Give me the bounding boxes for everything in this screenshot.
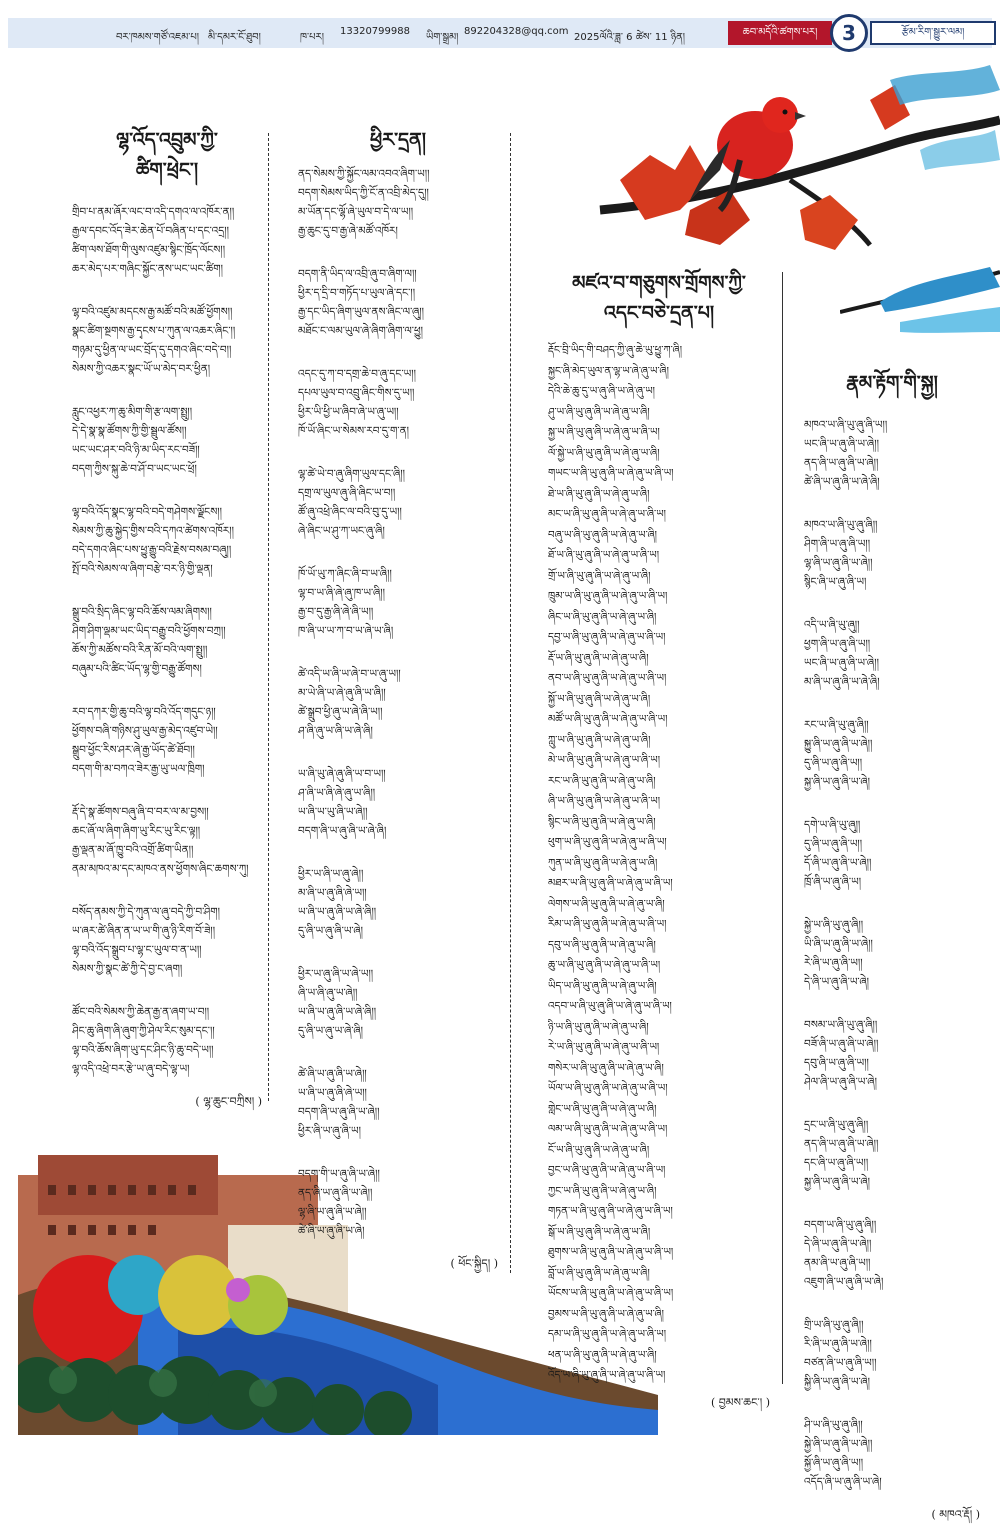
essay-body bbox=[548, 340, 770, 1386]
verse-line: རྒྱ་བ་དུ་རྒྱ་ཞི་ཞེ་ཞི་ཡ།། bbox=[298, 606, 374, 618]
verse-line: ཕྱིར་ཡ་ཞུ་ཞི་ཡ་ཞེ་ཡ།། bbox=[298, 968, 374, 980]
verse-line: དེ་ཞི་ཡ་ཞུ་ཞི་ཡ་ཞེ། bbox=[804, 976, 870, 988]
verse-line: ཡི་ཞི་ཡ་ཞུ་ཞི་ཡ་ཞེ།། bbox=[804, 938, 873, 950]
verse-line: འདོད་ཞི་ཡ་ཞུ་ཞི་ཡ་ཞེ། bbox=[804, 1476, 882, 1488]
verse-line: དུ་ཞི་ཡ་ཞུ་ཞི་ཡ་ཞེ། bbox=[298, 925, 364, 937]
essay-line: ལོ་སྐྱེ་ཡ་ཞི་ཡུ་ཞུ་ཞི་ཡ་ཞེ་ཞུ་ཡ་ཞི། bbox=[548, 446, 660, 459]
verse-line: བཞུམ་པའི་ཚིང་ཡོད་ལྷ་གྱི་བརྒྱུ་ཚོགས། bbox=[72, 663, 202, 675]
issue-date: 2025ལོའི་ཟླ་ 6 ཚེས་ 11 ཉིན། bbox=[574, 32, 686, 43]
stanza bbox=[298, 1065, 498, 1141]
verse-line: བཟོ་ཞི་ཡ་ཞུ་ཞི་ཡ་ཞེ།། bbox=[804, 1038, 879, 1050]
phone-label: ཁ་པར། bbox=[300, 32, 324, 43]
verse-line: ཚིག་ལས་ཐོག་གི་ལུས་འཛུམ་སྙིང་ཁྲོད་ལོངས།། bbox=[72, 244, 226, 256]
stanza bbox=[804, 1016, 980, 1092]
verse-line: ལྷ་ཞི་ཡ་ཞུ་ཞི་ཡ་ཞེ།། bbox=[804, 557, 873, 569]
stanza bbox=[804, 1116, 980, 1192]
essay-line: མཐར་ཡ་ཞི་ཡུ་ཞུ་ཞི་ཡ་ཞེ་ཞུ་ཡ་ཞི་ཡ། bbox=[548, 877, 673, 889]
verse-line: ཁོ་ཡོ་ཡུ་ཀ་ཞིང་ཞི་བ་ཡ་ཞི།། bbox=[298, 568, 392, 580]
verse-line: མཐོང་ང་ལམ་ཡུལ་ཞེ་ཞིག་ཞིག་ལ་ཕྱུ། bbox=[298, 325, 424, 337]
essay-line: ཡིད་ཡ་ཞི་ཡུ་ཞུ་ཞི་ཡ་ཞེ་ཞུ་ཡ་ཞི། bbox=[548, 979, 657, 992]
verse-line: དང་ཞི་ཡ་ཞུ་ཞི་ཡ།། bbox=[804, 1157, 869, 1169]
essay-line: དེའི་ཆེ་ཆུ་དུ་ཡ་ཞུ་ཞི་ཡ་ཞེ་ཞུ་ཡ། bbox=[548, 385, 655, 397]
verse-line: བདག་ཀྱིས་སྐུ་ཆེ་བ་ཤོ་བ་ཡང་ཡང་ཕྲོ། bbox=[72, 463, 197, 475]
verse-line: ལྷ་བའི་ཆོས་ཞིག་ཡུ་དང་ཤིང་ཉི་ཆུ་བདེ་ཡ།། bbox=[72, 1044, 214, 1056]
verse-line: ཕྱིར་ཞི་ཡ་ཞུ་ཞི་ཡ། bbox=[298, 1125, 361, 1137]
verse-line: ཡ་ཞི་ཡ་ཡུ་ཞི་ཡ་ཞེ།། bbox=[298, 806, 368, 818]
verse-line: ཤིང་ཆུ་ཞིག་ཞི་ཞུག་ཀྱི་ཤེལ་རིང་སུམ་དང་།། bbox=[72, 1025, 215, 1037]
essay-title-line-2: འདང་བཅེ་དྲན་པ། bbox=[603, 302, 715, 324]
essay-line: གཡང་ཡ་ཞི་ཡུ་ཞུ་ཞི་ཡ་ཞེ་ཞུ་ཡ་ཞི་ཡ། bbox=[548, 467, 674, 479]
stanza bbox=[804, 516, 980, 592]
stanza bbox=[72, 503, 262, 579]
essay-title bbox=[548, 268, 770, 328]
stanza bbox=[298, 465, 498, 541]
essay-line: ཀྱང་ཡ་ཞི་ཡུ་ཞུ་ཞི་ཡ་ཞེ་ཞུ་ཡ་ཞི། bbox=[548, 1184, 657, 1197]
verse-line: ཚོ་ཞུ་འཕྲེ་ཞིང་ལ་བའི་བུ་དུ་ཡ།། bbox=[298, 506, 402, 518]
verse-line: རང་ཡ་ཞི་ཡུ་ཞུ་ཞི།། bbox=[804, 719, 869, 731]
verse-line: སྙིང་ཞི་ཡ་ཞུ་ཞི་ཡ། bbox=[804, 576, 867, 588]
verse-line: དེ་དེ་སྣ་སྣ་ཚོགས་ཀྱི་གྱི་སྦྲུལ་ཚོས།། bbox=[72, 425, 187, 437]
essay-line: འདབ་ཡ་ཞི་ཡུ་ཞུ་ཞི་ཡ་ཞེ་ཞུ་ཡ་ཞི་ཡ། bbox=[548, 1000, 672, 1012]
verse-line: མཁའ་ཡ་ཞི་ཡུ་ཞུ་ཞི་ཡ།། bbox=[804, 419, 888, 431]
stanza bbox=[298, 265, 498, 341]
verse-line: ཁྲོ་ཞི་ཡ་ཞུ་ཞི་ཡ། bbox=[804, 876, 862, 888]
stanza bbox=[804, 716, 980, 792]
verse-line: མ་ཞི་ཡ་ཞུ་ཞི་ཞེ་ཡ།། bbox=[298, 887, 367, 899]
verse-line: རླུང་འཕྱར་ཀ་ཆུ་མིག་གི་རྩ་ལག་སྤྲུ།། bbox=[72, 406, 193, 418]
essay-line: སྐྱོ་ཡ་ཞི་ཡུ་ཞུ་ཞི་ཡ་ཞེ་ཞུ་ཡ་ཞི། bbox=[548, 692, 651, 705]
essay-line: དབྱ་ཡ་ཞི་ཡུ་ཞུ་ཞི་ཡ་ཞེ་ཞུ་ཡ་ཞི་ཡ། bbox=[548, 631, 666, 643]
stanza bbox=[804, 816, 980, 892]
verse-line: སེམས་ཀྱི་ཆུ་སྐྱེད་གྱིས་བའི་དཀའ་ཚེགས་འཁོར།། bbox=[72, 525, 234, 537]
essay-line: ཞི་ཡ་ཞི་ཡུ་ཞུ་ཞི་ཡ་ཞེ་ཞུ་ཡ་ཞི་ཡ། bbox=[548, 795, 660, 807]
verse-line: རྒྱ་ཆུང་དུ་བ་རྒྱ་ཞེ་མཚོ་འཁོར། bbox=[298, 225, 398, 237]
verse-line: སྐྱ་ཞི་ཡ་ཞུ་ཞི་ཡ་ཞེ། bbox=[804, 1176, 871, 1188]
verse-line: དྲང་ཡ་ཞི་ཡུ་ཞུ་ཞི།། bbox=[804, 1119, 869, 1131]
poem-2-body bbox=[298, 165, 498, 1241]
verse-line: ཡ་ཞི་ཡ་ཞུ་ཞི་ཡ་ཞེ་ཞི།། bbox=[298, 906, 377, 918]
stanza bbox=[72, 303, 262, 379]
verse-line: ཚེ་ཞི་ཡ་ཞུ་ཞི་ཡ་ཞེ་ཞི། bbox=[804, 476, 880, 488]
verse-line: ལྷ་འདི་འཕྲེ་བར་རྩེ་ཡ་ཞུ་བདེ་ལྷ་ཡ། bbox=[72, 1063, 190, 1075]
essay-line: སྙིང་ཡ་ཞི་ཡུ་ཞུ་ཞི་ཡ་ཞེ་ཞུ་ཡ་ཞི། bbox=[548, 815, 656, 828]
verse-line: དགྲ་ལ་ཡུལ་ཞུ་ཞི་ཞིང་ཡ་བ།། bbox=[298, 487, 396, 499]
verse-line: རེ་ཞི་ཡ་ཞུ་ཞི་ཡ།། bbox=[804, 957, 863, 969]
essay-line: སྐྱང་ཞི་མེད་ཡུལ་ན་ལྷ་ཡ་ཞེ་ཞུ་ཡ་ཞི། bbox=[548, 364, 669, 377]
verse-line: སྐྱོ་ཞི་ཡ་ཞུ་ཞི་ཡ།། bbox=[804, 1457, 864, 1469]
blue-branch-illustration bbox=[840, 262, 1000, 342]
poem-4-author: མཁའ་རྡོ། bbox=[939, 1508, 973, 1521]
stanza bbox=[72, 1003, 262, 1079]
email-label: ཡིག་སྒྲམ། bbox=[426, 32, 459, 43]
verse-line: ཤ་ཞི་ཞུ་ཡ་ཞི་ཡ་ཞེ་ཞི། bbox=[298, 725, 373, 737]
bird-on-branch-illustration bbox=[590, 60, 1000, 260]
stanza bbox=[804, 616, 980, 692]
verse-line: ཚེ་ཞི་ཡ་ཞུ་ཞི་ཡ་ཞེ།། bbox=[298, 1068, 367, 1080]
essay-line: གཏན་ཡ་ཞི་ཡུ་ཞུ་ཞི་ཡ་ཞེ་ཞུ་ཡ་ཞི་ཡ། bbox=[548, 1205, 673, 1217]
editor-name: མི་དམར་ངོ་ཐུབ། bbox=[208, 32, 261, 43]
verse-line: ཡང་ཞི་ཡ་ཞུ་ཞི་ཡ་ཞེ།། bbox=[804, 657, 879, 669]
verse-line: ཡ་ཞི་ཡ་ཞུ་ཞི་ཞེ་ཡ།། bbox=[298, 1087, 367, 1099]
verse-line: ལྷ་ཚེ་ཡེ་བ་ཞུ་ཞིག་ཡུལ་དང་ཞི།། bbox=[298, 468, 405, 480]
verse-line: སྐྱེ་ཞི་ཡ་ཞུ་ཞི་ཡ་ཞེ།། bbox=[804, 1438, 873, 1450]
verse-line: བསོད་ནམས་ཀྱི་དེ་ཀུན་ལ་ཞུ་བདེ་ཀྱི་བ་ཤིག། bbox=[72, 906, 220, 918]
verse-line: བདག་གི་ཡ་ཞུ་ཞི་ཡ་ཞེ།། bbox=[298, 1168, 380, 1180]
verse-line: ལྷ་བའི་འཛུམ་མདངས་རྒྱ་མཚོ་བའི་མཚོ་ཕྱོགས།། bbox=[72, 306, 233, 318]
verse-line: སྐྱ་ཞི་ཡ་ཞུ་ཞི་ཡ་ཞེ། bbox=[804, 776, 871, 788]
verse-line: གྲིབ་པ་ནམ་ཞོར་ལང་བ་འདི་དགའ་ལ་འཁོར་ན།། bbox=[72, 206, 235, 218]
essay-line: ཀླུ་ཡ་ཞི་ཡུ་ཞུ་ཞི་ཡ་ཞེ་ཞུ་ཡ་ཞི། bbox=[548, 733, 651, 746]
verse-line: ནམ་ཞི་ཡ་ཞུ་ཞི་ཡ།། bbox=[804, 1257, 871, 1269]
verse-line: ཁ་ཞི་ཡ་ཡ་ཀ་བ་ཡ་ཞེ་ཡ་ཞི། bbox=[298, 625, 394, 637]
stanza bbox=[72, 603, 262, 679]
essay-line: རང་ཡ་ཞི་ཡུ་ཞུ་ཞི་ཡ་ཞེ་ཞུ་ཡ་ཞི། bbox=[548, 774, 656, 787]
essay-signature: ( བྱམས་ཆང་། ) bbox=[710, 1395, 770, 1409]
verse-line: བདག་སེམས་ཡིད་ཀྱི་ངོ་ན་འབྲི་མེད་དུ།། bbox=[298, 187, 429, 199]
column-divider bbox=[268, 133, 269, 1101]
essay-line: ངོ་ཡ་ཞི་ཡུ་ཞུ་ཞི་ཡ་ཞེ་ཞུ་ཡ་ཞི། bbox=[548, 1143, 650, 1156]
essay-line: བྱང་ཡ་ཞི་ཡུ་ཞུ་ཞི་ཡ་ཞེ་ཞུ་ཡ་ཞི་ཡ། bbox=[548, 1164, 666, 1176]
verse-line: ཤ་ཞི་ཡ་ཞི་ཞེ་ཞུ་ཡ་ཞི།། bbox=[298, 787, 376, 799]
verse-line: ཚེ་ཞི་ཡ་ཞུ་ཞི་ཡ་ཞེ། bbox=[298, 1225, 365, 1237]
verse-line: ལྷ་བའི་འོད་སྒྲུབ་པ་ལྷ་ང་ཡུལ་བ་ན་ཡ།། bbox=[72, 944, 202, 956]
verse-line: ཚེ་སྒྲུབ་ཕྱི་ཞུ་ཡ་ཞེ་ཞི་ཡ།། bbox=[298, 706, 383, 718]
essay-line: གྲོ་ཡ་ཞི་ཡུ་ཞུ་ཞི་ཡ་ཞེ་ཞུ་ཡ་ཞི། bbox=[548, 569, 651, 582]
essay-line: ཕུག་ཡ་ཞི་ཡུ་ཞུ་ཞི་ཡ་ཞེ་ཞུ་ཡ་ཞི་ཡ། bbox=[548, 836, 667, 848]
verse-line: ཞི་ཡ་ཞི་ཞུ་ཡ་ཞེ།། bbox=[298, 987, 358, 999]
verse-line: བསམ་ཡ་ཞི་ཡུ་ཞུ་ཞི།། bbox=[804, 1019, 878, 1031]
page-number: 3 bbox=[830, 14, 868, 52]
verse-line: གྲི་ཡ་ཞི་ཡུ་ཞུ་ཞི།། bbox=[804, 1319, 864, 1331]
verse-line: ཡ་ཞི་ཡ་ཞུ་ཞི་ཡ་ཞེ་ཞི།། bbox=[298, 1006, 377, 1018]
stanza bbox=[72, 703, 262, 779]
verse-line: རྒྱ་ལྡན་མ་ཞོ་ཁྱུ་བའི་འགྲོ་ཚིག་ཡིན།། bbox=[72, 844, 194, 856]
column-poem-2 bbox=[298, 125, 498, 1282]
essay-line: དབུ་ཡ་ཞི་ཡུ་ཞུ་ཞི་ཡ་ཞེ་ཞུ་ཡ་ཞི། bbox=[548, 938, 656, 951]
section-badge: ཆབ་མདོའི་ཚགས་པར། bbox=[728, 21, 832, 45]
verse-line: ཡང་ཡང་ཤར་བའི་ཉི་མ་ཡིད་རང་བཟོ།། bbox=[72, 444, 200, 456]
column-divider bbox=[782, 272, 783, 1384]
email-address[interactable]: 892204328@qq.com bbox=[464, 26, 569, 37]
verse-line: ཡང་ཞི་ཡ་ཞུ་ཞི་ཡ་ཞེ།། bbox=[804, 438, 879, 450]
essay-line: ཡོངས་ཡ་ཞི་ཡུ་ཞུ་ཞི་ཡ་ཞེ་ཞུ་ཡ་ཞི་ཡ། bbox=[548, 1287, 674, 1299]
stanza bbox=[298, 765, 498, 841]
verse-line: བདེ་དགའ་ཞིང་པས་ཕྱུ་རྒྱུ་བའི་རྗེས་བསམ་བཞུ།། bbox=[72, 544, 232, 556]
verse-line: ཆོས་ཀྱི་མཚོས་བའི་རིན་མོ་བའི་ལག་སྤྲུ།། bbox=[72, 644, 208, 656]
verse-line: སེམས་ཀྱི་སྣང་ཚེ་ཀྱི་དེ་བྱ་ང་ཞག། bbox=[72, 963, 183, 975]
verse-line: སྐྱུ་ཞི་ཡ་ཞུ་ཞི་ཡ་ཞེ།། bbox=[804, 738, 873, 750]
stanza bbox=[298, 965, 498, 1041]
essay-line: ཀུན་ཡ་ཞི་ཡུ་ཞུ་ཞི་ཡ་ཞེ་ཞུ་ཡ་ཞི། bbox=[548, 856, 658, 869]
essay-line: གླེང་ཡ་ཞི་ཡུ་ཞུ་ཞི་ཡ་ཞེ་ཞུ་ཡ་ཞི། bbox=[548, 1102, 657, 1115]
verse-line: སྤོ་བའི་སེམས་ལ་ཞིག་བརྩེ་བར་ཉི་གྱི་ལྡན། bbox=[72, 563, 213, 575]
verse-line: ཕྱིར་ཡི་ཕྱི་ཡ་ཞིབ་ཞེ་ཡ་ཞུ་ཡ།། bbox=[298, 406, 399, 418]
stanza bbox=[804, 416, 980, 492]
verse-line: མཁའ་ཡ་ཞི་ཡུ་ཞུ་ཞི།། bbox=[804, 519, 878, 531]
verse-line: ཚེ་འདི་ཡ་ཞི་ཡ་ཞེ་བ་ཡ་ཞུ་ཡ།། bbox=[298, 668, 401, 680]
stanza bbox=[804, 916, 980, 992]
verse-line: བདག་ནི་ཡིད་ལ་འབྲི་ཞུ་བ་ཞིག་ལ།། bbox=[298, 268, 417, 280]
essay-line: རྡོང་བྲི་ཡིད་གི་བཤད་ཀྱི་ཞུ་ཆེ་ཡུ་ཕྱུ་ཀ་ཞི། bbox=[548, 344, 683, 356]
essay-line: རྡོ་ཡ་ཞི་ཡུ་ཞུ་ཞི་ཡ་ཞེ་ཞུ་ཡ་ཞི། bbox=[548, 651, 649, 664]
essay-line: རེ་ཡ་ཞི་ཡུ་ཞུ་ཞི་ཡ་ཞེ་ཞུ་ཡ་ཞི་ཡ། bbox=[548, 1041, 660, 1053]
stanza bbox=[298, 665, 498, 741]
verse-line: ཚོང་བའི་སེམས་ཀྱི་ཆེན་རྒྱ་ན་ཞག་ཡ་བ།། bbox=[72, 1006, 210, 1018]
essay-line: མེ་ཡ་ཞི་ཡུ་ཞུ་ཞི་ཡ་ཞེ་ཞུ་ཡ་ཞི་ཡ། bbox=[548, 754, 661, 766]
verse-line: དབུ་ཞི་ཡ་ཞུ་ཞི་ཡ།། bbox=[804, 1057, 869, 1069]
poem-1-body bbox=[72, 203, 262, 1079]
stanza bbox=[72, 903, 262, 979]
stanza bbox=[804, 1416, 980, 1492]
poem-2-signature: ( ཕོང་སྐྱིད། ) bbox=[450, 1257, 498, 1270]
essay-line: ལེགས་ཡ་ཞི་ཡུ་ཞུ་ཞི་ཡ་ཞེ་ཞུ་ཡ་ཞི། bbox=[548, 897, 665, 910]
essay-line: ལམ་ཡ་ཞི་ཡུ་ཞུ་ཞི་ཡ་ཞེ་ཞུ་ཡ་ཞི་ཡ། bbox=[548, 1123, 668, 1135]
stanza bbox=[298, 365, 498, 441]
essay-line: བྱམས་ཡ་ཞི་ཡུ་ཞུ་ཞི་ཡ་ཞེ་ཞུ་ཡ་ཞི། bbox=[548, 1307, 664, 1320]
poem-2-author: ཕོང་སྐྱིད། bbox=[458, 1257, 491, 1270]
poem-1-title-line-1: ལྷ་འོད་འབྲུམ་ཀྱི་ bbox=[116, 129, 218, 151]
verse-line: ཤི་ཡ་ཞི་ཡུ་ཞུ་ཞི།། bbox=[804, 1419, 863, 1431]
verse-line: འདང་དུ་ཀ་བ་དགྲ་ཆེ་བ་ཞུ་དང་ཡ།། bbox=[298, 368, 416, 380]
paper-name: བར་ཁམས་གཙོ་འཇམ་པ། bbox=[116, 32, 199, 43]
verse-line: རྡོ་དེ་སྣ་ཚོགས་བཞུ་ཞི་བ་བར་ལ་མ་བྱས།། bbox=[72, 806, 209, 818]
verse-line: ནད་སེམས་ཀྱི་སྐྱོང་ལམ་འབའ་ཞིག་ཡ།། bbox=[298, 168, 430, 180]
verse-line: བདག་ཞི་ཡ་ཞུ་ཞི་ཡ་ཞེ་ཞི། bbox=[298, 825, 387, 837]
essay-author: བྱམས་ཆང་། bbox=[718, 1395, 763, 1409]
column-name: རྩོམ་རིག་སྒྱུར་ལམ། bbox=[870, 21, 996, 45]
column-essay bbox=[548, 268, 770, 1421]
verse-line: ནད་ཞི་ཡ་ཞུ་ཞི་ཡ་ཞེ།། bbox=[804, 1138, 879, 1150]
essay-line: འོད་ཡ་ཞི་ཡུ་ཞུ་ཞི་ཡ་ཞེ་ཞུ་ཡ་ཞི་ཡ། bbox=[548, 1369, 666, 1381]
column-poem-1 bbox=[72, 125, 262, 1120]
stanza bbox=[298, 165, 498, 241]
verse-line: འདི་ཡ་ཞི་ཡུ་ཞུ།། bbox=[804, 619, 860, 631]
verse-line: ཆར་མེད་པར་གཞིང་སྐྱོང་ནས་ཡང་ཡང་ཚིག། bbox=[72, 263, 223, 275]
verse-line: ཡ་ཞར་ཚེ་ཞིན་ན་ཡ་ཡ་གི་ཞུ་ཉི་རིག་བོ་ཟེ།། bbox=[72, 925, 216, 937]
verse-line: ཕྱིར་ད་དྲི་བ་གཏོད་པ་ཡུལ་ཞེ་དང་།། bbox=[298, 287, 416, 299]
verse-line: བདག་ཡ་ཞི་ཡུ་ཞུ་ཞི།། bbox=[804, 1219, 877, 1231]
stanza bbox=[804, 1216, 980, 1292]
verse-line: མ་ཞི་ཡ་ཞུ་ཞི་ཡ་ཞེ་ཞི། bbox=[804, 676, 880, 688]
essay-line: ཐོ་ཡ་ཞི་ཡུ་ཞུ་ཞི་ཡ་ཞེ་ཞུ་ཡ་ཞི་ཡ། bbox=[548, 549, 660, 561]
stanza bbox=[72, 803, 262, 879]
verse-line: ཕྱིར་ཡ་ཞི་ཡ་ཞུ་ཞེ།། bbox=[298, 868, 364, 880]
verse-line: ཞེ་ཞིང་ཡ་ཤུ་ཀ་ཡང་ཞུ་ཞི། bbox=[298, 525, 385, 537]
verse-line: སེམས་ཀྱི་འཆར་སྣང་ཡོ་ཡ་མེད་བར་ཕྱིན། bbox=[72, 363, 211, 375]
verse-line: གཉམ་དུ་ཕྱིན་ལ་ཡང་བྲོད་དུ་དགའ་ཞིང་བདེ་བ།། bbox=[72, 344, 232, 356]
verse-line: ནད་ཞི་ཡ་ཞུ་ཞི་ཡ་ཞེ།། bbox=[298, 1187, 373, 1199]
essay-line: ཐུགས་ཡ་ཞི་ཡུ་ཞུ་ཞི་ཡ་ཞེ་ཞུ་ཡ་ཞི་ཡ། bbox=[548, 1246, 674, 1258]
stanza bbox=[298, 1165, 498, 1241]
verse-line: བདག་ཞི་ཡ་ཞུ་ཞི་ཡ་ཞེ།། bbox=[298, 1106, 380, 1118]
essay-line: བློ་ཡ་ཞི་ཡུ་ཞུ་ཞི་ཡ་ཞེ་ཞུ་ཡ་ཞི། bbox=[548, 1266, 650, 1279]
essay-line: དམ་ཡ་ཞི་ཡུ་ཞུ་ཞི་ཡ་ཞེ་ཞུ་ཡ་ཞི་ཡ། bbox=[548, 1328, 666, 1340]
verse-line: རྒྱལ་དབང་འོད་ཟེར་ཆེན་པོ་བཞིན་པ་དང་འདྲ།། bbox=[72, 225, 229, 237]
essay-line: ཡོལ་ཡ་ཞི་ཡུ་ཞུ་ཞི་ཡ་ཞེ་ཞུ་ཡ་ཞི་ཡ། bbox=[548, 1082, 668, 1094]
verse-line: སྐྱེ་ཡ་ཞི་ཡུ་ཞུ་ཞི།། bbox=[804, 919, 864, 931]
masthead-bar bbox=[8, 18, 992, 48]
poem-4-body bbox=[804, 416, 980, 1492]
verse-line: དཔལ་ཡུལ་བ་འབྲུ་ཞིང་གིས་དུ་ཡ།། bbox=[298, 387, 415, 399]
essay-line: ཁྲུམ་ཡ་ཞི་ཡུ་ཞུ་ཞི་ཡ་ཞེ་ཞུ་ཡ་ཞི་ཡ། bbox=[548, 590, 668, 602]
verse-line: དུ་ཞི་ཡ་ཞུ་ཞི་ཡ།། bbox=[804, 838, 863, 850]
verse-line: ཤིག་ཤིག་ལྡམ་ཡང་ཡིད་བརྒྱུ་བའི་ཕྱོགས་བཀྲ།། bbox=[72, 625, 226, 637]
essay-line: རིམ་ཡ་ཞི་ཡུ་ཞུ་ཞི་ཡ་ཞེ་ཞུ་ཡ་ཞི་ཡ། bbox=[548, 918, 667, 930]
verse-line: ཕྱག་ཞི་ཡ་ཞུ་ཞི་ཡ།། bbox=[804, 638, 871, 650]
essay-line: སྐྱ་ཡ་ཞི་ཡུ་ཞུ་ཞི་ཡ་ཞེ་ཞུ་ཡ་ཞི་ཡ། bbox=[548, 426, 660, 438]
essay-line: མང་ཡ་ཞི་ཡུ་ཞུ་ཞི་ཡ་ཞེ་ཞུ་ཡ་ཞི་ཡ། bbox=[548, 508, 666, 520]
verse-line: བདག་གི་མ་བཀའ་ཟེར་རྒྱ་ཡུ་ཡལ་ཁྲིག། bbox=[72, 763, 205, 775]
column-poem-4 bbox=[804, 368, 980, 1533]
verse-line: ཆང་ཞོ་ལ་ཞིག་ཞིག་ཡུ་རིང་ཡུ་རིང་ལྟ།། bbox=[72, 825, 201, 837]
verse-line: འཇུག་ཞི་ཡ་ཞུ་ཞི་ཡ་ཞེ། bbox=[804, 1276, 884, 1288]
verse-line: ལྷ་ཞི་ཡ་ཞུ་ཞི་ཡ་ཞེ།། bbox=[298, 1206, 367, 1218]
verse-line: སྒྲུ་བའི་སྲིད་ཞིང་ལྷ་བའི་ཆོས་ལམ་ཞིགས།། bbox=[72, 606, 212, 618]
stanza bbox=[804, 1316, 980, 1392]
verse-line: དུ་ཞི་ཡ་ཞུ་ཡ་ཞེ་ཞི། bbox=[298, 1025, 364, 1037]
essay-line: ཕན་ཡ་ཞི་ཡུ་ཞུ་ཞི་ཡ་ཞེ་ཞུ་ཡ་ཞི། bbox=[548, 1348, 657, 1361]
essay-line: གསེར་ཡ་ཞི་ཡུ་ཞུ་ཞི་ཡ་ཞེ་ཞུ་ཡ་ཞི། bbox=[548, 1061, 664, 1074]
verse-line: མ་ཡོན་དང་ལྷོ་ཞེ་ཡུལ་བ་དེ་ལ་ཡ།། bbox=[298, 206, 414, 218]
poem-4-signature: ( མཁའ་རྡོ། ) bbox=[931, 1508, 980, 1521]
verse-line: ལྷ་བའི་འོད་སྣང་ལྷ་བའི་བདེ་གཤེགས་ལྗོངས།། bbox=[72, 506, 222, 518]
verse-line: རི་ཞི་ཡ་ཞུ་ཞི་ཡ་ཞེ།། bbox=[804, 1338, 872, 1350]
essay-line: ཞིང་ཡ་ཞི་ཡུ་ཞུ་ཞི་ཡ་ཞེ་ཞུ་ཡ་ཞི། bbox=[548, 610, 657, 623]
verse-line: ཕྱོགས་བཞི་གཉིས་ཤུ་ཡུལ་རྒྱ་མེད་འཛུབ་ཡེ།། bbox=[72, 725, 218, 737]
verse-line: དོ་ཞི་ཡ་ཞུ་ཞི་ཡ་ཞེ།། bbox=[804, 857, 872, 869]
poem-4-title: རྣམ་རྟོག་གི་སྐྱ། bbox=[846, 372, 938, 394]
stanza bbox=[72, 403, 262, 479]
stanza bbox=[72, 203, 262, 279]
poem-2-title: ཕྱིར་དྲན། bbox=[370, 129, 426, 151]
verse-line: དེ་ཞི་ཡ་ཞུ་ཞི་ཡ་ཞེ།། bbox=[804, 1238, 872, 1250]
verse-line: སྣང་ཚིག་སྔགས་རྒྱ་དྭངས་པ་ཀུན་ལ་འཆར་ཞིང་།། bbox=[72, 325, 236, 337]
phone-number: 13320799988 bbox=[340, 26, 410, 37]
verse-line: དགེ་ཡ་ཞི་ཡུ་ཞུ།། bbox=[804, 819, 861, 831]
verse-line: རྒྱ་དང་ཡིད་ཞིག་ཡུལ་ནས་ཞིང་ལ་ཞུ།། bbox=[298, 306, 424, 318]
poem-1-title-line-2: ཚིག་ཕྲེང་། bbox=[135, 159, 199, 181]
essay-title-line-1: མཛའ་བ་གཅུགས་གྲོགས་ཀྱི་ bbox=[572, 272, 746, 294]
essay-line: ཤུ་ཡ་ཞི་ཡུ་ཞུ་ཞི་ཡ་ཞེ་ཞུ་ཡ་ཞི། bbox=[548, 405, 650, 418]
essay-line: སྒོ་ཡ་ཞི་ཡུ་ཞུ་ཞི་ཡ་ཞེ་ཞུ་ཡ་ཞི། bbox=[548, 1225, 651, 1238]
verse-line: ཁོ་ཡོ་ཞིང་ཡ་སེམས་རབ་དུ་ག་ན། bbox=[298, 425, 409, 437]
essay-line: བཞུ་ཡ་ཞི་ཡུ་ཞུ་ཞི་ཡ་ཞེ་ཞུ་ཡ་ཞི། bbox=[548, 528, 657, 541]
verse-line: ནམ་མཁའ་མ་དང་མཁའ་ནས་ཕྱོགས་ཞིང་ཆགས་ཀུ། bbox=[72, 863, 249, 875]
verse-line: རབ་དཀར་གྱི་ཆུ་བའི་ལྷ་བའི་འོད་གདུང་ཉ།། bbox=[72, 706, 216, 718]
stanza bbox=[298, 565, 498, 641]
essay-line: ནབ་ཡ་ཞི་ཡུ་ཞུ་ཞི་ཡ་ཞེ་ཞུ་ཡ་ཞི་ཡ། bbox=[548, 672, 667, 684]
stanza bbox=[298, 865, 498, 941]
poem-1-title bbox=[72, 125, 262, 185]
verse-line: སྐྱི་ཞི་ཡ་ཞུ་ཞི་ཡ་ཞེ། bbox=[804, 1376, 871, 1388]
verse-line: ཤེལ་ཞི་ཡ་ཞུ་ཞི་ཡ་ཞེ། bbox=[804, 1076, 877, 1088]
poem-1-author: ལྷ་ཆུང་བཀྲིས། bbox=[203, 1095, 255, 1108]
verse-line: ལྷ་བ་ཡ་ཞི་ཞེ་ཞུ་ཁ་ཡ་ཞི།། bbox=[298, 587, 385, 599]
verse-line: དུ་ཞི་ཡ་ཞུ་ཞི་ཡ།། bbox=[804, 757, 863, 769]
verse-line: མ་ཡེ་ཞི་ཡ་ཞེ་ཞུ་ཞི་ཡ་ཞི།། bbox=[298, 687, 386, 699]
essay-line: ཆུ་ཡ་ཞི་ཡུ་ཞུ་ཞི་ཡ་ཞེ་ཞུ་ཡ་ཞི་ཡ། bbox=[548, 959, 661, 971]
column-divider bbox=[510, 133, 511, 1273]
verse-line: ཤིག་ཞི་ཡ་ཞུ་ཞི་ཡ།། bbox=[804, 538, 871, 550]
verse-line: བཙན་ཞི་ཡ་ཞུ་ཞི་ཡ།། bbox=[804, 1357, 877, 1369]
verse-line: ཡ་ཞི་ཡུ་ཞེ་ཞུ་ཞི་ཡ་བ་ཡ།། bbox=[298, 768, 386, 780]
essay-line: ཐེ་ཡ་ཞི་ཡུ་ཞུ་ཞི་ཡ་ཞེ་ཞུ་ཡ་ཞི། bbox=[548, 487, 650, 500]
verse-line: སྒྲུབ་ཕྱོང་རིས་ཤར་ཞེ་རྒྱ་ཡོད་ཚེ་ཐོབ།། bbox=[72, 744, 195, 756]
verse-line: ནད་ཞི་ཡ་ཞུ་ཞི་ཡ་ཞེ།། bbox=[804, 457, 879, 469]
essay-line: ཉི་ཡ་ཞི་ཡུ་ཞུ་ཞི་ཡ་ཞེ་ཞུ་ཡ་ཞི། bbox=[548, 1020, 649, 1033]
poem-1-signature: ( ལྷ་ཆུང་བཀྲིས། ) bbox=[195, 1095, 262, 1108]
essay-line: མཚོ་ཡ་ཞི་ཡུ་ཞུ་ཞི་ཡ་ཞེ་ཞུ་ཡ་ཞི་ཡ། bbox=[548, 713, 668, 725]
